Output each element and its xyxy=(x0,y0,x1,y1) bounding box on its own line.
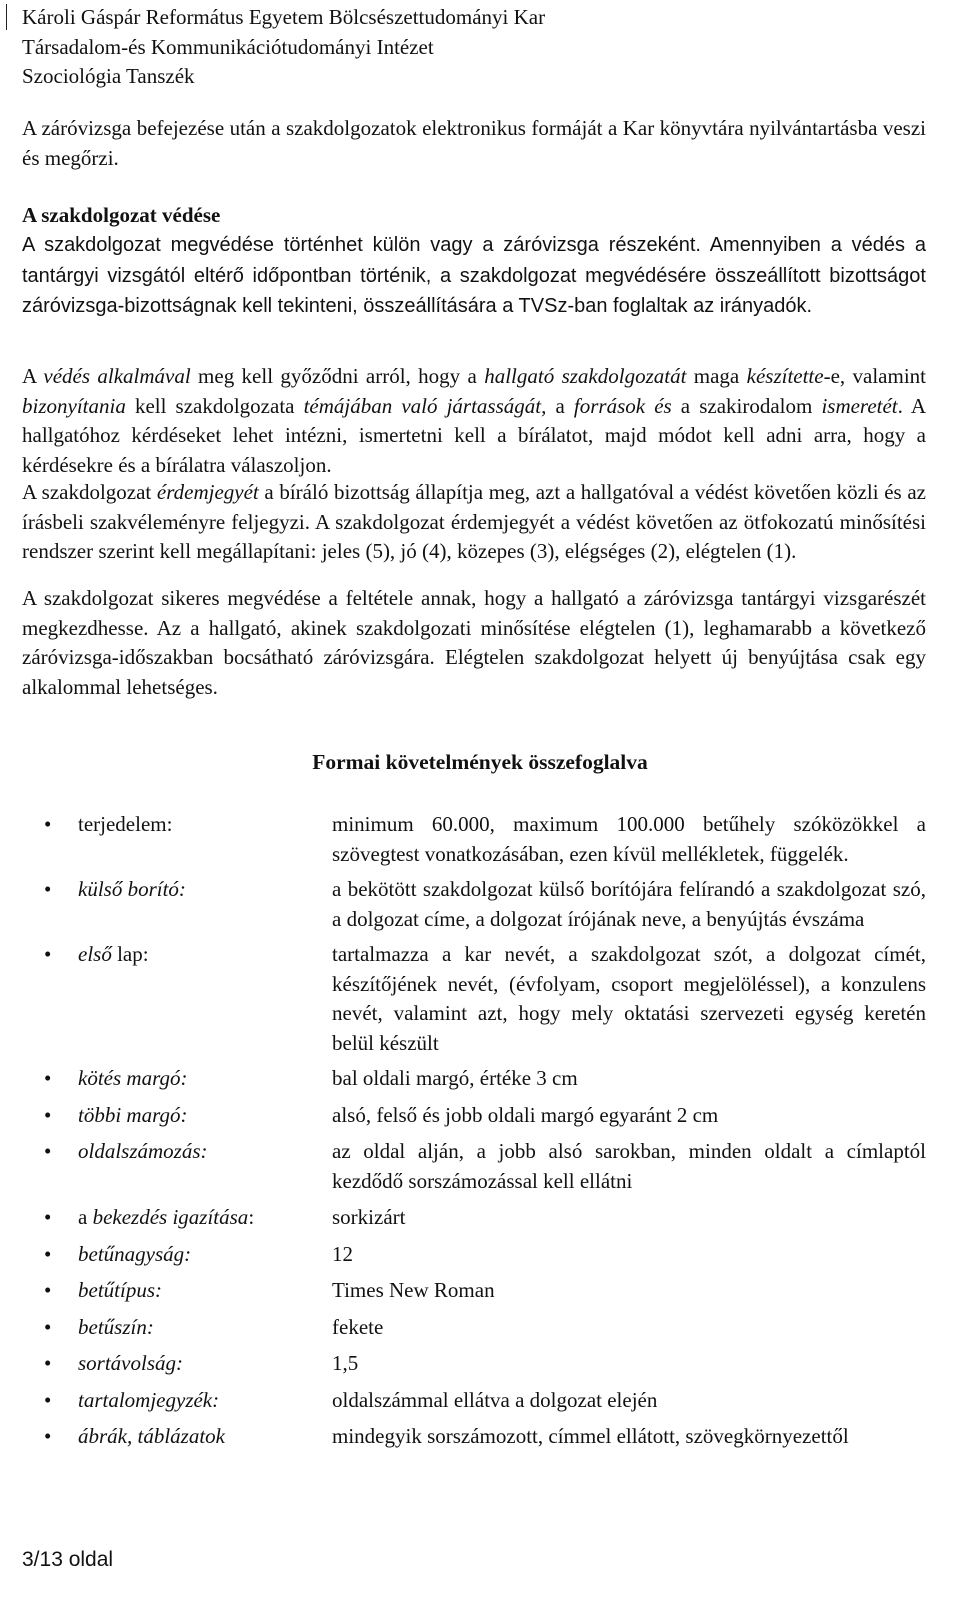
requirement-label: betűnagyság: xyxy=(78,1241,192,1266)
requirement-item xyxy=(22,810,926,869)
p2-italic: készítette xyxy=(746,364,824,388)
bullet-icon: • xyxy=(44,1387,52,1412)
p3-text: A szakdolgozat xyxy=(22,480,157,504)
p2-text xyxy=(645,394,654,418)
requirement-label: a bekezdés igazítása: xyxy=(78,1205,255,1229)
bullet-icon: • xyxy=(44,1066,52,1090)
requirement-item xyxy=(22,940,926,1058)
bullet-icon: • xyxy=(44,1424,52,1448)
requirement-label: külső borító: xyxy=(78,877,186,901)
requirement-label: betűszín: xyxy=(78,1314,154,1339)
requirement-item xyxy=(22,1349,926,1379)
requirement-value: sorkizárt xyxy=(332,1205,406,1229)
requirement-item xyxy=(22,1313,926,1343)
requirement-item xyxy=(22,875,926,934)
requirement-label: tartalomjegyzék: xyxy=(78,1387,220,1412)
header-university: Károli Gáspár Református Egyetem Bölcsészettudományi Kar xyxy=(22,5,546,29)
p3-italic: érdemjegyét xyxy=(156,480,259,504)
defense-p1-rest: Amennyiben a védés a tantárgyi vizsgától eltérő időpontban történik, a szakdolgozat megvédésére összeállított bizottságot záróvizsga-bizottságnak kell tekinteni, összeállítására a TVSz-ban foglaltak az irányadók. xyxy=(22,234,926,317)
bullet-icon: • xyxy=(44,1205,52,1229)
p2-text: . A hallgatóhoz kérdéseket lehet intézni, ismertetni kell a bírálatot, majd módot kell adni arra, hogy a kérdésekre és a bírálatra válaszoljon. xyxy=(22,393,926,477)
bullet-icon: • xyxy=(44,877,52,901)
p2-text: a szakirodalom xyxy=(671,393,822,418)
requirement-label: betűtípus: xyxy=(78,1278,162,1302)
requirement-value: tartalmazza a kar nevét, a szakdolgozat szót, a dolgozat címét, készítőjének nevét, (évfolyam, csoport megjelöléssel), a konzulens nevét, valamint azt, hogy mely oktatási szervezeti egység keretén belül készült xyxy=(332,942,926,1055)
requirement-label: oldalszámozás: xyxy=(78,1139,208,1163)
requirement-label: sortávolság: xyxy=(78,1351,183,1375)
requirement-item xyxy=(22,1203,926,1233)
requirement-value: az oldal alján, a jobb alsó sarokban, minden oldalt a címlaptól kezdődő sorszámozással kell ellátni xyxy=(332,1139,926,1193)
p2-italic: ismeretét xyxy=(821,393,898,418)
document-header xyxy=(22,3,545,92)
requirement-label: első lap: xyxy=(78,942,149,966)
requirement-value: oldalszámmal ellátva a dolgozat elején xyxy=(332,1387,658,1412)
p2-italic: források xyxy=(573,393,646,418)
requirement-item xyxy=(22,1101,926,1131)
defense-paragraph-3 xyxy=(22,478,926,567)
requirement-item xyxy=(22,1276,926,1306)
requirement-value: alsó, felső és jobb oldali margó egyaránt 2 cm xyxy=(332,1102,719,1127)
p2-text: maga xyxy=(686,364,747,388)
p2-text: A xyxy=(22,364,44,388)
p2-text: meg kell győződni arról, hogy a xyxy=(190,364,485,388)
bullet-icon: • xyxy=(44,1139,52,1163)
p2-italic: hallgató szakdolgozatát xyxy=(484,364,687,388)
page-number: 3/13 oldal xyxy=(22,1548,114,1571)
bullet-icon: • xyxy=(44,1102,52,1127)
text-cursor xyxy=(6,4,7,30)
p2-italic: és xyxy=(654,393,672,418)
requirement-value: 1,5 xyxy=(332,1351,359,1375)
requirement-item xyxy=(22,1386,926,1416)
requirement-value: fekete xyxy=(332,1314,384,1339)
p3-text: a bíráló bizottság állapítja meg, azt a hallgatóval a védést követően közli és az írásbeli szakvéleményre feljegyzi. A szakdolgozat érdemjegyét a védést követően az ötfokozatú minősítési rendszer szerint kell megállapítani: jeles (5), jó (4), közepes (3), elégséges (2), elégtelen (1). xyxy=(22,480,926,563)
requirement-item xyxy=(22,1422,926,1452)
defense-heading: A szakdolgozat védése xyxy=(22,203,221,227)
requirement-label: ábrák, táblázatok xyxy=(78,1424,225,1448)
p2-text: a xyxy=(546,393,574,418)
defense-paragraph-2 xyxy=(22,362,926,480)
requirement-value: 12 xyxy=(332,1241,353,1266)
requirements-list xyxy=(22,810,926,1452)
requirement-value: Times New Roman xyxy=(332,1278,495,1302)
requirement-item xyxy=(22,1240,926,1270)
bullet-icon: • xyxy=(44,1314,52,1339)
bullet-icon: • xyxy=(44,942,52,966)
requirement-value: a bekötött szakdolgozat külső borítójára felírandó a szakdolgozat szó, a dolgozat címe, a dolgozat írójának neve, a benyújtás évszáma xyxy=(332,877,926,931)
p2-text: -e, valamint xyxy=(823,364,926,388)
header-department: Szociológia Tanszék xyxy=(22,64,195,88)
requirement-label: terjedelem: xyxy=(78,812,173,836)
bullet-icon: • xyxy=(44,812,52,836)
bullet-icon: • xyxy=(44,1278,52,1302)
requirement-item xyxy=(22,1137,926,1196)
defense-paragraph-4: A szakdolgozat sikeres megvédése a feltétele annak, hogy a hallgató a záróvizsga tantárgyi vizsgarészét megkezdhesse. Az a hallgató, akinek szakdolgozati minősítése elégtelen (1), leghamarabb a következő záróvizsga-időszakban bocsátható záróvizsgára. Elégtelen szakdolgozat helyett új benyújtása csak egy alkalommal lehetséges. xyxy=(22,586,926,699)
bullet-icon: • xyxy=(44,1241,52,1266)
requirement-value: mindegyik sorszámozott, címmel ellátott, szövegkörnyezettől xyxy=(332,1424,849,1448)
requirement-value: bal oldali margó, értéke 3 cm xyxy=(332,1066,578,1090)
defense-paragraph-1 xyxy=(22,230,926,322)
requirement-item xyxy=(22,1064,926,1094)
requirements-title: Formai követelmények összefoglalva xyxy=(312,750,648,774)
requirement-label: többi margó: xyxy=(78,1102,188,1127)
requirement-value: minimum 60.000, maximum 100.000 betűhely szóközökkel a szövegtest vonatkozásában, ezen kívül mellékletek, függelék. xyxy=(332,812,926,866)
p2-italic: témájában való jártasságát, xyxy=(303,393,547,418)
intro-paragraph: A záróvizsga befejezése után a szakdolgozatok elektronikus formáját a Kar könyvtára nyilvántartásba veszi és megőrzi. xyxy=(22,116,926,170)
requirement-label: kötés margó: xyxy=(78,1066,188,1090)
defense-p1-first-sentence: A szakdolgozat megvédése történhet külön vagy a záróvizsga részeként. xyxy=(22,234,701,256)
header-institute: Társadalom-és Kommunikációtudományi Intézet xyxy=(22,34,434,59)
p2-italic: bizonyítania xyxy=(22,393,126,418)
p2-text: kell szakdolgozata xyxy=(125,393,304,418)
p2-italic: védés alkalmával xyxy=(43,364,191,388)
bullet-icon: • xyxy=(44,1351,52,1375)
